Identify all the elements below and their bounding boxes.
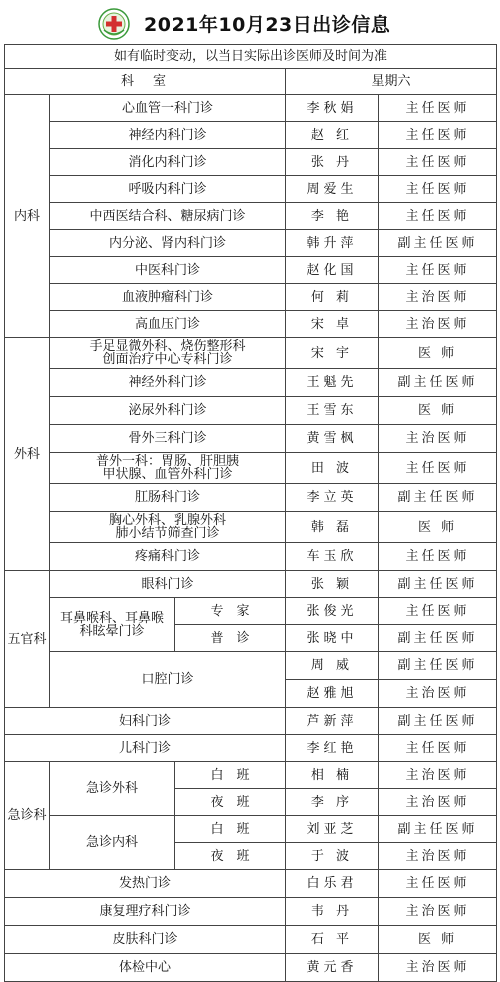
doctor-name: 宋 卓: [286, 311, 379, 338]
doctor-name: 张 颖: [286, 571, 379, 598]
table-row: [5, 284, 497, 311]
doctor-title: 医 师: [379, 338, 497, 369]
table-row: [5, 598, 497, 625]
doctor-name: 车玉欣: [286, 543, 379, 571]
clinic-name: 妇科门诊: [5, 708, 286, 735]
doctor-name: 李 艳: [286, 203, 379, 230]
clinic-name: 体检中心: [5, 954, 286, 982]
doctor-title: 副主任医师: [379, 571, 497, 598]
session-type: 白 班: [175, 816, 286, 843]
doctor-name: 韦 丹: [286, 898, 379, 926]
group-neike: 内科: [5, 95, 50, 338]
notice-row: [5, 45, 497, 69]
doctor-title: 主治医师: [379, 680, 497, 708]
schedule-page: [4, 4, 496, 975]
table-row: [5, 338, 497, 369]
clinic-name: 神经内科门诊: [50, 122, 286, 149]
clinic-name: 康复理疗科门诊: [5, 898, 286, 926]
doctor-title: 主任医师: [379, 598, 497, 625]
doctor-name: 黄元香: [286, 954, 379, 982]
group-waike: 外科: [5, 338, 50, 571]
doctor-name: 田 波: [286, 453, 379, 484]
doctor-title: 医 师: [379, 926, 497, 954]
doctor-name: 李红艳: [286, 735, 379, 762]
table-row: [5, 762, 497, 789]
table-row: [5, 571, 497, 598]
table-row: [5, 898, 497, 926]
session-type: 白 班: [175, 762, 286, 789]
clinic-name-line: 手足显微外科、烧伤整形科: [89, 339, 246, 354]
doctor-title: 主任医师: [379, 176, 497, 203]
doctor-name: 赵 红: [286, 122, 379, 149]
doctor-title: 副主任医师: [379, 369, 497, 397]
doctor-title: 医 师: [379, 397, 497, 425]
clinic-name: 心血管一科门诊: [50, 95, 286, 122]
doctor-name: 相 楠: [286, 762, 379, 789]
day-header: 星期六: [286, 69, 497, 95]
clinic-name: 急诊内科: [50, 816, 175, 870]
doctor-title: 副主任医师: [379, 625, 497, 652]
clinic-name: 神经外科门诊: [50, 369, 286, 397]
clinic-name: 血液肿瘤科门诊: [50, 284, 286, 311]
doctor-name: 张晓中: [286, 625, 379, 652]
clinic-name: 眼科门诊: [50, 571, 286, 598]
table-row: [5, 425, 497, 453]
doctor-title: 主任医师: [379, 735, 497, 762]
clinic-name: 骨外三科门诊: [50, 425, 286, 453]
table-row: [5, 149, 497, 176]
table-row: [5, 543, 497, 571]
clinic-name-line: 创面治疗中心专科门诊: [102, 352, 233, 367]
table-row: [5, 176, 497, 203]
table-row: [5, 708, 497, 735]
doctor-title: 副主任医师: [379, 484, 497, 512]
page-title: 2021年10月23日出诊信息: [144, 14, 391, 36]
doctor-title: 主治医师: [379, 789, 497, 816]
clinic-name: 口腔门诊: [50, 652, 286, 708]
clinic-name: [50, 453, 286, 484]
clinic-name: 呼吸内科门诊: [50, 176, 286, 203]
doctor-title: 主任医师: [379, 257, 497, 284]
doctor-name: 王雪东: [286, 397, 379, 425]
clinic-name: 高血压门诊: [50, 311, 286, 338]
table-row: [5, 954, 497, 982]
doctor-title: 主任医师: [379, 453, 497, 484]
table-row: [5, 230, 497, 257]
doctor-title: 副主任医师: [379, 230, 497, 257]
schedule-table: [4, 44, 497, 982]
doctor-name: 张俊光: [286, 598, 379, 625]
table-row: [5, 311, 497, 338]
doctor-title: 医 师: [379, 512, 497, 543]
group-wuguan: 五官科: [5, 571, 50, 708]
table-row: [5, 369, 497, 397]
clinic-name: 中医科门诊: [50, 257, 286, 284]
table-row: [5, 484, 497, 512]
table-row: [5, 926, 497, 954]
doctor-name: 李秋娟: [286, 95, 379, 122]
clinic-name-line: 肺小结节筛查门诊: [115, 526, 220, 541]
clinic-name-line: 胸心外科、乳腺外科: [108, 513, 226, 528]
clinic-name: [50, 512, 286, 543]
table-row: [5, 453, 497, 484]
table-row: [5, 257, 497, 284]
doctor-name: 张 丹: [286, 149, 379, 176]
clinic-name: [50, 598, 175, 652]
doctor-name: 芦新萍: [286, 708, 379, 735]
clinic-name-line: 甲状腺、血管外科门诊: [102, 467, 233, 482]
doctor-title: 主治医师: [379, 762, 497, 789]
doctor-name: 何 莉: [286, 284, 379, 311]
doctor-title: 主治医师: [379, 284, 497, 311]
doctor-title: 主任医师: [379, 122, 497, 149]
doctor-name: 韩 磊: [286, 512, 379, 543]
session-type: 夜 班: [175, 789, 286, 816]
group-jizhen: 急诊科: [5, 762, 50, 870]
doctor-name: 白乐君: [286, 870, 379, 898]
notice-text: 如有临时变动，以当日实际出诊医师及时间为准: [5, 45, 497, 69]
doctor-title: 主治医师: [379, 898, 497, 926]
doctor-name: 黄雪枫: [286, 425, 379, 453]
doctor-title: 主任医师: [379, 543, 497, 571]
doctor-name: 李 序: [286, 789, 379, 816]
clinic-name-line: 普外一科：胃肠、肝胆胰: [95, 454, 239, 469]
department-header: 科 室: [5, 69, 286, 95]
clinic-name: 内分泌、肾内科门诊: [50, 230, 286, 257]
doctor-name: 李立英: [286, 484, 379, 512]
table-row: [5, 735, 497, 762]
doctor-title: 主任医师: [379, 95, 497, 122]
table-row: [5, 652, 497, 680]
clinic-name: 肛肠科门诊: [50, 484, 286, 512]
clinic-name: [50, 338, 286, 369]
clinic-name: 中西医结合科、糖尿病门诊: [50, 203, 286, 230]
doctor-title: 主任医师: [379, 203, 497, 230]
doctor-title: 副主任医师: [379, 652, 497, 680]
clinic-name: 急诊外科: [50, 762, 175, 816]
clinic-name-line: 科眩晕门诊: [79, 623, 145, 639]
clinic-name: 消化内科门诊: [50, 149, 286, 176]
doctor-name: 石 平: [286, 926, 379, 954]
header-row: [5, 69, 497, 95]
doctor-name: 周 威: [286, 652, 379, 680]
doctor-title: 主治医师: [379, 311, 497, 338]
clinic-name: 发热门诊: [5, 870, 286, 898]
session-type: 夜 班: [175, 843, 286, 870]
session-type: 专 家: [175, 598, 286, 625]
table-row: [5, 816, 497, 843]
doctor-title: 主任医师: [379, 149, 497, 176]
doctor-name: 宋 宇: [286, 338, 379, 369]
doctor-title: 主任医师: [379, 870, 497, 898]
doctor-name: 赵雅旭: [286, 680, 379, 708]
table-row: [5, 512, 497, 543]
clinic-name: 泌尿外科门诊: [50, 397, 286, 425]
doctor-title: 主治医师: [379, 954, 497, 982]
clinic-name: 儿科门诊: [5, 735, 286, 762]
doctor-title: 副主任医师: [379, 816, 497, 843]
clinic-name-line: 耳鼻喉科、耳鼻喉: [59, 610, 164, 626]
doctor-name: 刘亚芝: [286, 816, 379, 843]
doctor-name: 赵化国: [286, 257, 379, 284]
doctor-name: 周爱生: [286, 176, 379, 203]
table-row: [5, 203, 497, 230]
doctor-name: 韩升萍: [286, 230, 379, 257]
doctor-title: 主治医师: [379, 425, 497, 453]
doctor-title: 主治医师: [379, 843, 497, 870]
clinic-name: 疼痛科门诊: [50, 543, 286, 571]
table-row: [5, 95, 497, 122]
clinic-name: 皮肤科门诊: [5, 926, 286, 954]
table-row: [5, 122, 497, 149]
session-type: 普 诊: [175, 625, 286, 652]
table-row: [5, 397, 497, 425]
table-row: [5, 870, 497, 898]
hospital-logo-icon: [98, 8, 130, 40]
page-header: [4, 4, 496, 43]
doctor-name: 于 波: [286, 843, 379, 870]
doctor-title: 副主任医师: [379, 708, 497, 735]
doctor-name: 王魁先: [286, 369, 379, 397]
